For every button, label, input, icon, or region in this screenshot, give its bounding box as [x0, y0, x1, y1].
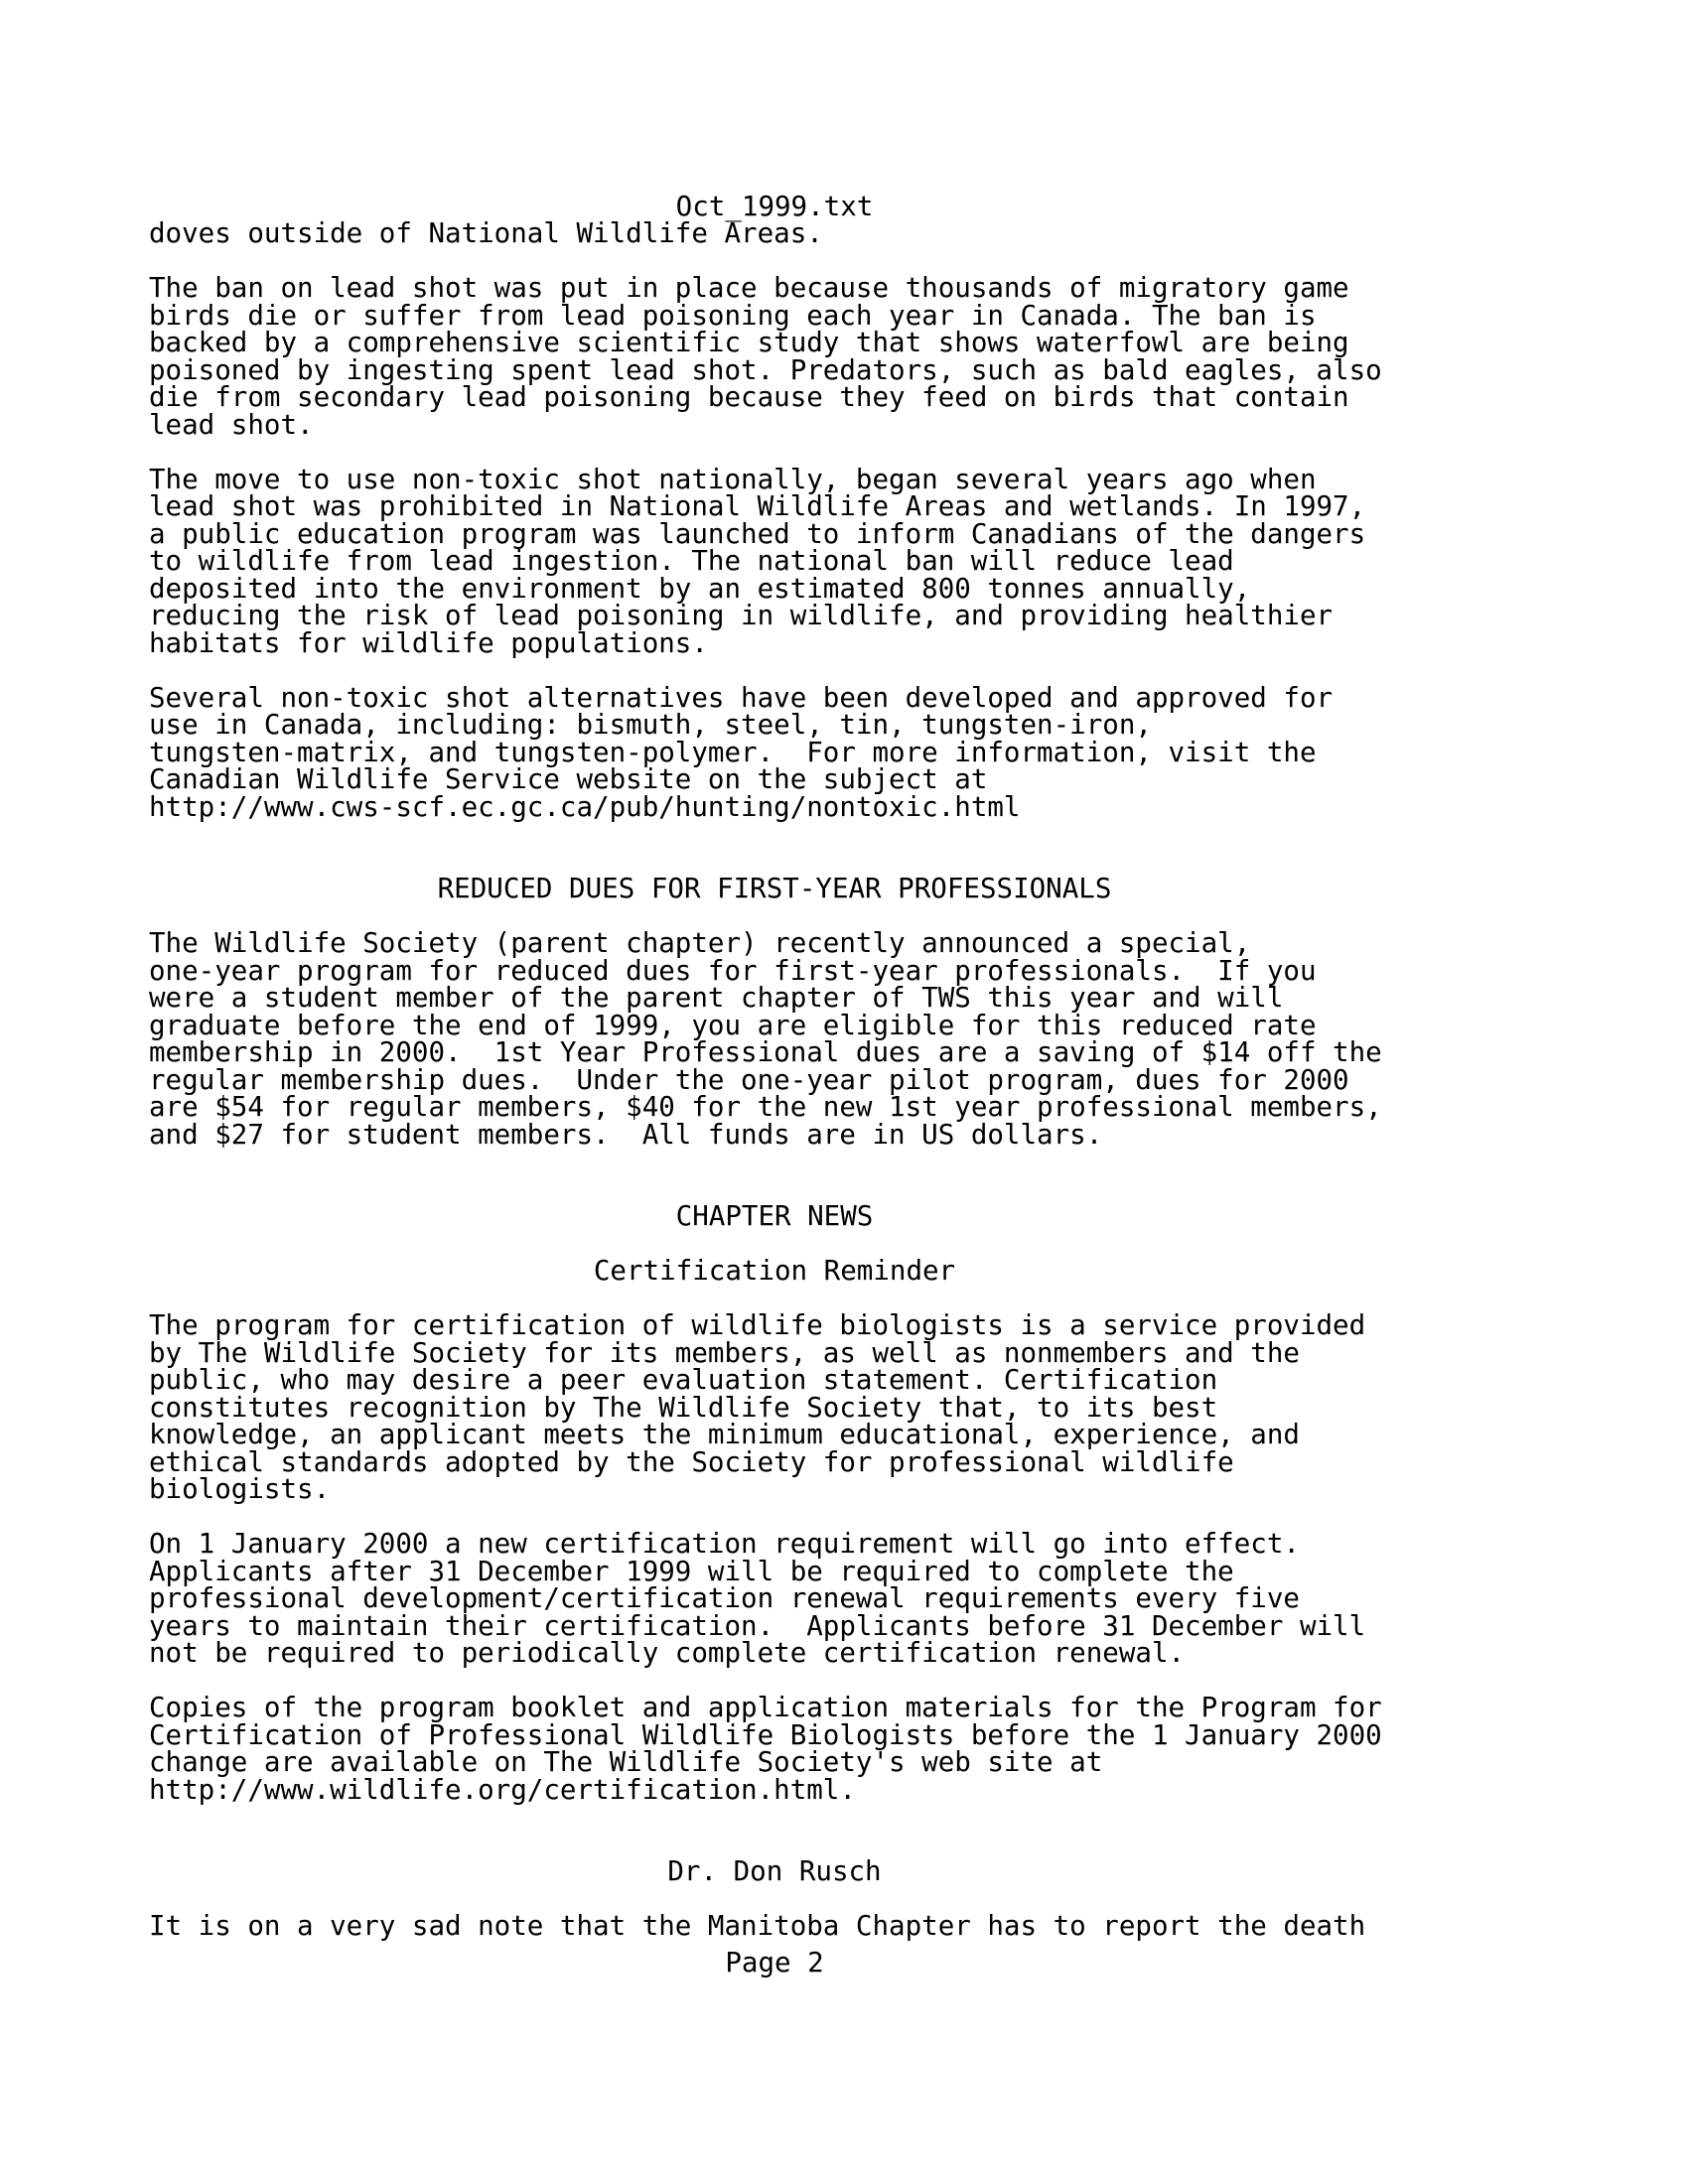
paragraph-line: lead shot.	[149, 408, 314, 441]
paragraph-line: knowledge, an applicant meets the minimum educational, experience, and	[149, 1419, 1300, 1450]
paragraph-alternatives	[149, 681, 1440, 823]
paragraph-line: On 1 January 2000 a new certification requirement will go into effect.	[149, 1528, 1300, 1560]
paragraph-line: biologists.	[149, 1473, 331, 1505]
paragraph-cert-program	[149, 1309, 1440, 1505]
paragraph-line: and $27 for student members. All funds are in US dollars.	[149, 1118, 1103, 1151]
paragraph-line: backed by a comprehensive scientific study that shows waterfowl are being	[149, 327, 1349, 358]
paragraph-line: are $54 for regular members, $40 for the new 1st year professional members,	[149, 1091, 1382, 1123]
paragraph-cert-requirement	[149, 1528, 1440, 1669]
paragraph-line: The move to use non-toxic shot nationally, began several years ago when	[149, 463, 1317, 495]
paragraph-line: deposited into the environment by an estimated 800 tonnes annually,	[149, 572, 1251, 605]
paragraph-line: The program for certification of wildlife biologists is a service provided	[149, 1309, 1366, 1341]
paragraph-lead-ban	[149, 272, 1440, 441]
subheading-don-rusch: Dr. Don Rusch	[667, 1855, 882, 1887]
wildlife-org-url: http://www.wildlife.org/certification.html.	[149, 1773, 856, 1806]
paragraph-line: Applicants after 31 December 1999 will be required to complete the	[149, 1555, 1234, 1587]
paragraph-line: ethical standards adopted by the Society for professional wildlife	[149, 1445, 1234, 1478]
section-heading-chapter-news: CHAPTER NEWS	[675, 1200, 874, 1232]
paragraph-line: constitutes recognition by The Wildlife Society that, to its best	[149, 1391, 1218, 1424]
paragraph-line: to wildlife from lead ingestion. The national ban will reduce lead	[149, 545, 1234, 577]
paragraph-line: years to maintain their certification. Applicants before 31 December will	[149, 1609, 1366, 1642]
paragraph-reduced-dues	[149, 927, 1440, 1151]
paragraph-line: Copies of the program booklet and application materials for the Program for	[149, 1692, 1382, 1723]
paragraph-line: professional development/certification renewal requirements every five	[149, 1582, 1300, 1614]
paragraph-rusch-line: It is on a very sad note that the Manitoba Chapter has to report the death	[149, 1910, 1366, 1942]
paragraph-line: birds die or suffer from lead poisoning each year in Canada. The ban is	[149, 299, 1317, 332]
paragraph-nontoxic-move	[149, 463, 1440, 659]
paragraph-line: tungsten-matrix, and tungsten-polymer. For more information, visit the	[149, 736, 1317, 768]
paragraph-line: graduate before the end of 1999, you are eligible for this reduced rate	[149, 1009, 1317, 1041]
paragraph-line: poisoned by ingesting spent lead shot. Predators, such as bald eagles, also	[149, 353, 1382, 386]
page-footer-number: Page 2	[725, 1947, 824, 1979]
paragraph-line: membership in 2000. 1st Year Professional dues are a saving of $14 off the	[149, 1036, 1382, 1068]
paragraph-line: use in Canada, including: bismuth, steel, tin, tungsten-iron,	[149, 709, 1152, 741]
paragraph-line: lead shot was prohibited in National Wildlife Areas and wetlands. In 1997,	[149, 490, 1366, 522]
paragraph-line: Canadian Wildlife Service website on the subject at	[149, 763, 988, 795]
section-heading-reduced-dues: REDUCED DUES FOR FIRST-YEAR PROFESSIONALS	[437, 873, 1112, 904]
paragraph-line: by The Wildlife Society for its members, as well as nonmembers and the	[149, 1336, 1300, 1369]
paragraph-line: not be required to periodically complete certification renewal.	[149, 1637, 1186, 1669]
document-body	[149, 217, 1440, 1942]
paragraph-line: The ban on lead shot was put in place because thousands of migratory game	[149, 272, 1349, 304]
paragraph-line: die from secondary lead poisoning because they feed on birds that contain	[149, 381, 1349, 413]
intro-line: doves outside of National Wildlife Areas.	[149, 217, 823, 249]
paragraph-line: regular membership dues. Under the one-year pilot program, dues for 2000	[149, 1063, 1349, 1096]
paragraph-line: change are available on The Wildlife Society's web site at	[149, 1746, 1103, 1778]
page-header-filename: Oct_1999.txt	[675, 191, 874, 222]
paragraph-line: were a student member of the parent chapter of TWS this year and will	[149, 982, 1284, 1014]
cws-url: http://www.cws-scf.ec.gc.ca/pub/hunting/nontoxic.html	[149, 790, 1021, 823]
paragraph-line: public, who may desire a peer evaluation statement. Certification	[149, 1364, 1218, 1396]
paragraph-line: reducing the risk of lead poisoning in wildlife, and providing healthier	[149, 600, 1334, 631]
paragraph-line: Certification of Professional Wildlife Biologists before the 1 January 2000	[149, 1718, 1382, 1751]
subheading-certification-reminder: Certification Reminder	[593, 1255, 956, 1287]
paragraph-line: The Wildlife Society (parent chapter) recently announced a special,	[149, 927, 1251, 959]
paragraph-cert-copies	[149, 1692, 1440, 1806]
paragraph-line: Several non-toxic shot alternatives have been developed and approved for	[149, 681, 1334, 714]
paragraph-line: a public education program was launched to inform Canadians of the dangers	[149, 517, 1366, 550]
paragraph-line: one-year program for reduced dues for first-year professionals. If you	[149, 954, 1317, 987]
paragraph-line: habitats for wildlife populations.	[149, 626, 708, 659]
